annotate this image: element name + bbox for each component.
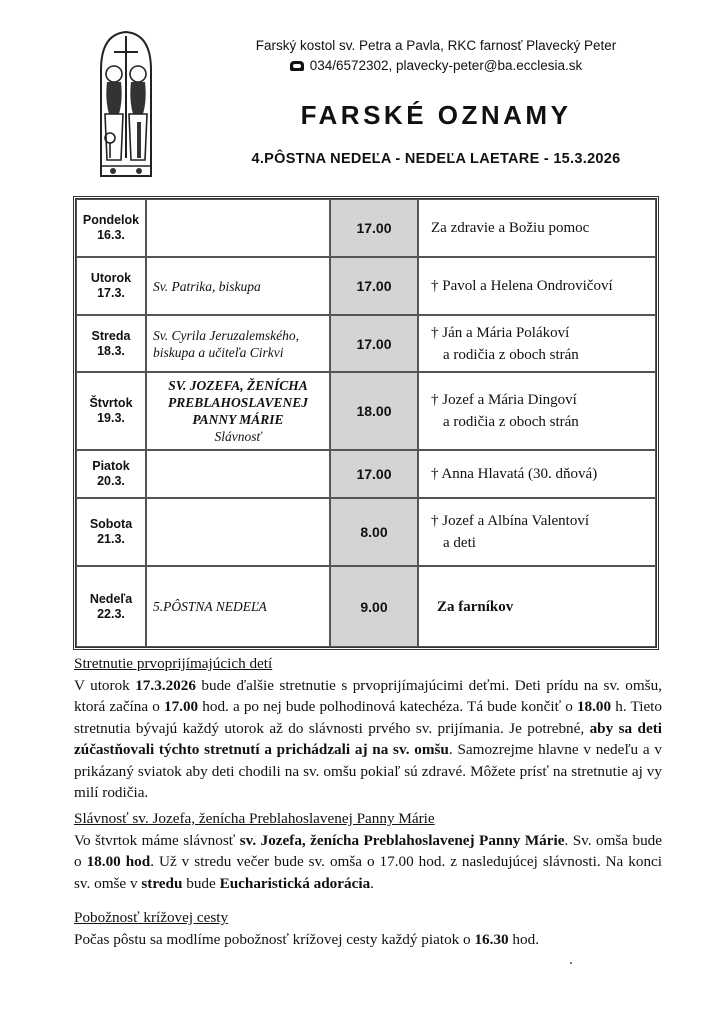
announcement-st-joseph	[74, 808, 662, 894]
telephone-icon	[290, 61, 304, 71]
table-row	[76, 450, 656, 498]
day-cell: Utorok 17.3.	[76, 257, 146, 315]
parish-logo-saints-peter-paul	[97, 30, 155, 178]
feast-cell	[146, 199, 330, 257]
contact-text: 034/6572302, plavecky-peter@ba.ecclesia.sk	[309, 58, 583, 73]
section-body: Počas pôstu sa modlíme pobožnosť krížovej cesty každý piatok o 16.30 hod.	[74, 930, 539, 948]
intention-cell: † Jozef a Mária Dingoví a rodičia z oboch strán	[418, 372, 656, 450]
time-cell: 17.00	[330, 315, 418, 372]
feast-cell: Sv. Cyrila Jeruzalemského, biskupa a učiteľa Cirkvi	[146, 315, 330, 372]
announcement-first-communion	[74, 653, 662, 804]
time-cell: 8.00	[330, 498, 418, 566]
time-cell: 9.00	[330, 566, 418, 647]
day-cell: Piatok 20.3.	[76, 450, 146, 498]
table-row	[76, 257, 656, 315]
parish-contact	[206, 56, 666, 76]
table-row	[76, 498, 656, 566]
intention-cell: Za zdravie a Božiu pomoc	[418, 199, 656, 257]
section-heading: Pobožnosť krížovej cesty	[74, 909, 229, 926]
table-row	[76, 315, 656, 372]
feast-cell: Sv. Patrika, biskupa	[146, 257, 330, 315]
table-row	[76, 199, 656, 257]
scan-speck	[570, 962, 572, 964]
day-cell: Pondelok 16.3.	[76, 199, 146, 257]
section-body: Vo štvrtok máme slávnosť sv. Jozefa, ženícha Preblahoslavenej Panny Márie. Sv. omša bude o 18.00 hod. Už v stredu večer bude sv. omša o 17.00 hod. z nasledujúcej slávnosti. Na konci sv. omše v stredu bude Eucharistická adorácia.	[74, 831, 663, 892]
intention-cell: † Pavol a Helena Ondrovičoví	[418, 257, 656, 315]
page-subtitle: 4.PÔSTNA NEDEĽA - NEDEĽA LAETARE - 15.3.2026	[251, 151, 621, 167]
parish-name: Farský kostol sv. Petra a Pavla, RKC farnosť Plavecký Peter	[255, 38, 617, 53]
feast-cell	[146, 498, 330, 566]
intention-cell: † Jozef a Albína Valentoví a deti	[418, 498, 656, 566]
intention-cell: † Anna Hlavatá (30. dňová)	[418, 450, 656, 498]
mass-schedule-table	[73, 196, 659, 650]
section-heading: Slávnosť sv. Jozefa, ženícha Preblahoslavenej Panny Márie	[74, 810, 435, 827]
day-cell: Sobota 21.3.	[76, 498, 146, 566]
table-row	[76, 566, 656, 647]
intention-cell: Za farníkov	[418, 566, 656, 647]
time-cell: 17.00	[330, 257, 418, 315]
day-cell: Streda 18.3.	[76, 315, 146, 372]
time-cell: 17.00	[330, 199, 418, 257]
day-cell: Štvrtok 19.3.	[76, 372, 146, 450]
table-row	[76, 372, 656, 450]
intention-cell: † Ján a Mária Polákoví a rodičia z oboch strán	[418, 315, 656, 372]
announcement-stations-of-cross	[74, 907, 662, 950]
section-body: V utorok 17.3.2026 bude ďalšie stretnutie s prvoprijímajúcimi deťmi. Deti prídu na sv. omšu, ktorá začína o 17.00 hod. a po nej bude polhodinová katechéza. Tá bude končiť o 18.00 h. Tieto stretnutia bývajú každý utorok až do slávnosti prvého sv. prijímania. Je potrebné, aby sa deti zúčastňovali týchto stretnutí a prichádzali aj na sv. omšu. Samozrejme hlavne v nedeľu a v prikázaný sviatok aby deti chodili na sv. omšu pokiaľ sú zdravé. Môžete prísť na stretnutie aj vy milí rodičia.	[74, 676, 662, 801]
feast-cell	[146, 450, 330, 498]
time-cell: 17.00	[330, 450, 418, 498]
time-cell: 18.00	[330, 372, 418, 450]
feast-cell: SV. JOZEFA, ŽENÍCHA PREBLAHOSLAVENEJ PANNY MÁRIE Slávnosť	[146, 372, 330, 450]
section-heading: Stretnutie prvoprijímajúcich detí	[74, 655, 273, 672]
feast-cell: 5.PÔSTNA NEDEĽA	[146, 566, 330, 647]
page-title: FARSKÉ OZNAMY	[300, 100, 572, 130]
day-cell: Nedeľa 22.3.	[76, 566, 146, 647]
